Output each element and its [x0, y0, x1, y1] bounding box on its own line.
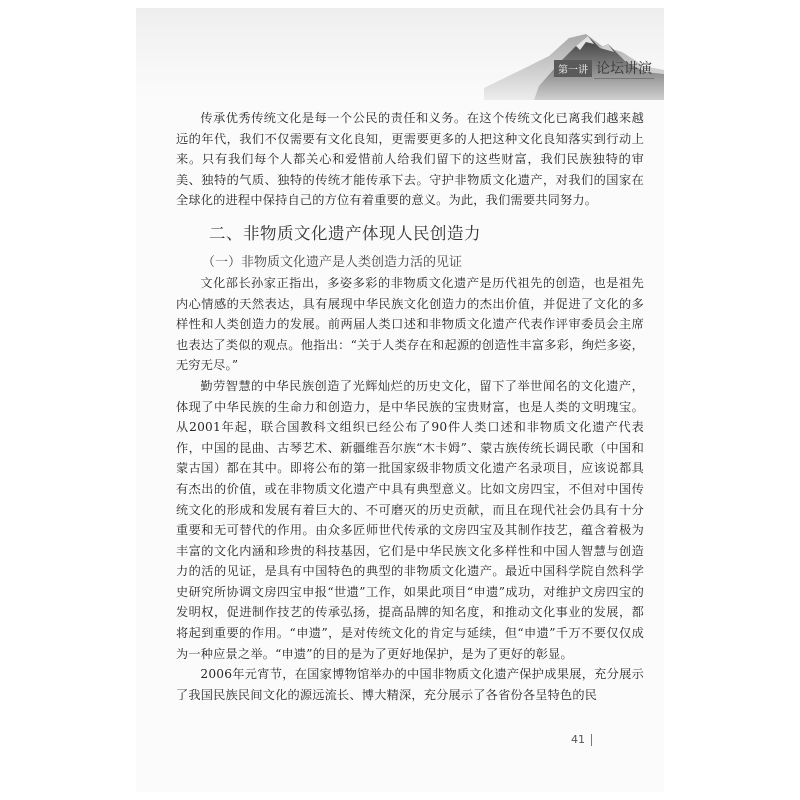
- series-badge: 第一讲: [554, 60, 592, 77]
- body-paragraph-2: 勤劳智慧的中华民族创造了光辉灿烂的历史文化，留下了举世闻名的文化遗产，体现了中华民族的生命力和创造力，是中华民族的宝贵财富，也是人类的文明瑰宝。从2001年起，联合国教科文组织已经公布了90件人类口述和非物质文化遗产代表作，中国的昆曲、古琴艺术、新疆维吾尔族“木卡姆”、蒙古族传统长调民歌（中国和蒙古国）都在其中。即将公布的第一批国家级非物质文化遗产名录项目，应该说都具有杰出的价值，或在非物质文化遗产中具有典型意义。比如文房四宝，不但对中国传统文化的形成和发展有着巨大的、不可磨灭的历史贡献，而且在现代社会仍具有十分重要和无可替代的作用。由众多匠师世代传承的文房四宝及其制作技艺，蕴含着极为丰富的文化内涵和珍贵的科技基因，它们是中华民族文化多样性和中国人智慧与创造力的活的见证，是具有中国特色的典型的非物质文化遗产。最近中国科学院自然科学史研究所协调文房四宝申报“世遗”工作，如果此项目“申遗”成功，对维护文房四宝的发明权，促进制作技艺的传承弘扬，提高品牌的知名度，和推动文化事业的发展，都将起到重要的作用。“申遗”，是对传统文化的肯定与延续，但“申遗”千万不要仅仅成为一种应景之举。“申遗”的目的是为了更好地保护，是为了更好的彰显。: [176, 378, 644, 661]
- section-mark: [554, 58, 654, 79]
- footer-divider: [591, 734, 592, 746]
- intro-paragraph: 传承优秀传统文化是每一个公民的责任和义务。在这个传统文化已离我们越来越远的年代，我们不仅需要有文化良知，更需要更多的人把这种文化良知落实到行动上来。只有我们每个人都关心和爱惜前人给我们留下的这些财富，我们民族独特的审美、独特的气质、独特的传统才能传承下去。守护非物质文化遗产，对我们的国家在全球化的进程中保持自己的方位有着重要的意义。为此，我们需要共同努力。: [176, 111, 644, 208]
- mountain-illustration: [364, 8, 664, 100]
- body-paragraph-3: 2006年元宵节，在国家博物馆举办的中国非物质文化遗产保护成果展，充分展示了我国民族民间文化的源远流长、博大精深，充分展示了各省份各呈特色的民: [176, 667, 644, 702]
- series-title: 论坛讲演: [594, 58, 654, 79]
- page-content: [176, 108, 644, 705]
- book-page: [136, 8, 664, 792]
- page-header: [136, 8, 664, 100]
- section-heading: 二、非物质文化遗产体现人民创造力: [209, 223, 481, 243]
- page-footer: [571, 733, 592, 746]
- subsection-heading: （一）非物质文化遗产是人类创造力活的见证: [202, 254, 463, 270]
- page-number: 41: [571, 733, 585, 746]
- body-paragraph-1: 文化部长孙家正指出，多姿多彩的非物质文化遗产是历代祖先的创造，也是祖先内心情感的天然表达，具有展现中华民族文化创造力的杰出价值，并促进了文化的多样性和人类创造力的发展。前两届人类口述和非物质文化遗产代表作评审委员会主席也表达了类似的观点。他指出：“关于人类存在和起源的创造性丰富多彩，绚烂多姿，无穷无尽。”: [176, 275, 644, 373]
